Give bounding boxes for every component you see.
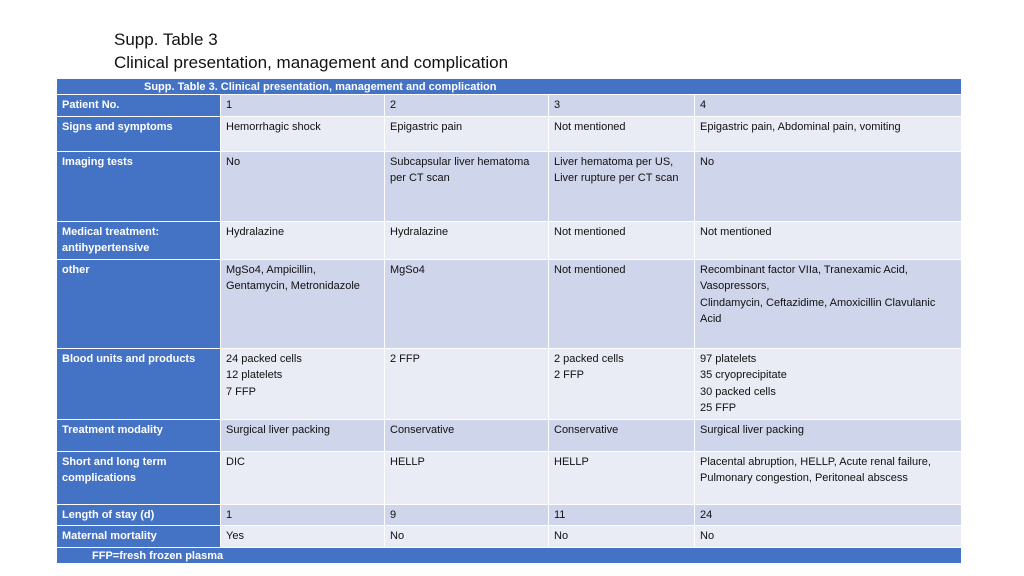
table-cell [221, 95, 385, 117]
table-row [57, 348, 962, 419]
table-cell [695, 526, 962, 548]
cell-line: MgSo4, Ampicillin, [226, 263, 316, 276]
table-cell [549, 259, 695, 348]
row-label [57, 221, 221, 259]
table-cell [385, 116, 549, 151]
table-cell [549, 451, 695, 504]
row-label-line: Blood units and products [62, 352, 196, 365]
table-cell [221, 116, 385, 151]
table-row [57, 259, 962, 348]
table-cell [385, 451, 549, 504]
slide-title [114, 28, 508, 74]
table-caption-row [57, 79, 962, 95]
slide-title-line-2: Clinical presentation, management and complication [114, 53, 509, 72]
cell-line: 24 packed cells [226, 352, 302, 365]
cell-line: Epigastric pain [390, 120, 463, 133]
cell-line: Not mentioned [700, 225, 772, 238]
table-row [57, 451, 962, 504]
row-label-line: complications [62, 472, 136, 484]
cell-line: 7 FFP [226, 385, 256, 398]
row-label-line: Treatment modality [62, 423, 163, 436]
cell-line: DIC [226, 455, 245, 468]
cell-line: 4 [700, 99, 707, 111]
slide-title-line-1: Supp. Table 3 [114, 30, 218, 49]
table-cell [695, 504, 962, 526]
table-cell [549, 348, 695, 419]
cell-line: Yes [226, 530, 244, 542]
row-label-line: Imaging tests [62, 155, 133, 168]
table-cell [549, 116, 695, 151]
row-label [57, 451, 221, 504]
cell-line: Vasopressors, [700, 280, 770, 292]
row-label-line: Medical treatment: [62, 225, 160, 238]
table-cell [385, 221, 549, 259]
cell-line: No [226, 155, 241, 168]
table-cell [385, 348, 549, 419]
table-cell [695, 348, 962, 419]
cell-line: Subcapsular liver hematoma [390, 155, 530, 168]
table-caption: Supp. Table 3. Clinical presentation, management and complication [57, 79, 962, 95]
table-cell [221, 504, 385, 526]
cell-line: 24 [700, 508, 713, 521]
table-cell [695, 151, 962, 221]
row-label-line: Short and long term [62, 455, 167, 468]
table-row [57, 95, 962, 117]
table-cell [695, 259, 962, 348]
table-cell [385, 151, 549, 221]
cell-line: 12 platelets [226, 369, 283, 381]
cell-line: Not mentioned [554, 225, 626, 238]
cell-line: MgSo4 [390, 263, 425, 276]
table-cell [221, 419, 385, 451]
row-label [57, 259, 221, 348]
cell-line: 2 [390, 99, 397, 111]
table-cell [221, 451, 385, 504]
table-cell [385, 419, 549, 451]
table-cell [549, 504, 695, 526]
cell-line: Pulmonary congestion, Peritoneal abscess [700, 472, 908, 484]
table-cell [695, 419, 962, 451]
table-cell [221, 151, 385, 221]
cell-line: HELLP [390, 455, 425, 468]
table-cell [695, 116, 962, 151]
cell-line: 3 [554, 99, 561, 111]
table-cell [385, 526, 549, 548]
row-label [57, 95, 221, 117]
cell-line: No [700, 155, 715, 168]
cell-line: Clindamycin, Ceftazidime, Amoxicillin Clavulanic [700, 296, 936, 309]
cell-line: HELLP [554, 455, 589, 468]
table-cell [221, 221, 385, 259]
cell-line: No [554, 530, 569, 542]
table-cell [695, 451, 962, 504]
cell-line: Epigastric pain, Abdominal pain, vomiting [700, 120, 901, 133]
row-label [57, 526, 221, 548]
cell-line: 30 packed cells [700, 385, 776, 398]
table-cell [385, 259, 549, 348]
row-label-line: Maternal mortality [62, 530, 157, 542]
cell-line: 2 FFP [390, 352, 420, 365]
row-label-line: antihypertensive [62, 242, 150, 254]
row-label [57, 419, 221, 451]
cell-line: 2 packed cells [554, 352, 624, 365]
row-label [57, 504, 221, 526]
table-cell [549, 526, 695, 548]
cell-line: Liver hematoma per US, [554, 155, 674, 168]
table-cell [221, 348, 385, 419]
cell-line: 1 [226, 508, 233, 521]
table-footnote-row [57, 547, 962, 563]
cell-line: Placental abruption, HELLP, Acute renal failure, [700, 455, 931, 468]
row-label-line: other [62, 263, 90, 276]
table-cell [549, 95, 695, 117]
table-cell [221, 259, 385, 348]
cell-line: Liver rupture per CT scan [554, 172, 679, 184]
cell-line: Conservative [554, 423, 619, 436]
table-cell [549, 419, 695, 451]
row-label-line: Patient No. [62, 99, 120, 111]
cell-line: 25 FFP [700, 402, 737, 414]
table-row [57, 116, 962, 151]
cell-line: Surgical liver packing [700, 423, 804, 436]
cell-line: 1 [226, 99, 233, 111]
table-footnote: FFP=fresh frozen plasma [57, 547, 962, 563]
table-row [57, 221, 962, 259]
cell-line: Gentamycin, Metronidazole [226, 280, 360, 292]
cell-line: No [390, 530, 405, 542]
cell-line: 35 cryoprecipitate [700, 369, 787, 381]
cell-line: No [700, 530, 715, 542]
cell-line: Not mentioned [554, 263, 626, 276]
row-label-line: Signs and symptoms [62, 120, 173, 133]
table-cell [221, 526, 385, 548]
table-row [57, 526, 962, 548]
cell-line: 9 [390, 508, 397, 521]
cell-line: Acid [700, 313, 722, 325]
row-label [57, 348, 221, 419]
table-row [57, 419, 962, 451]
table-cell [695, 95, 962, 117]
cell-line: Conservative [390, 423, 455, 436]
cell-line: 97 platelets [700, 352, 757, 365]
table-cell [385, 504, 549, 526]
cell-line: Recombinant factor VIIa, Tranexamic Acid, [700, 263, 908, 276]
table-cell [385, 95, 549, 117]
row-label [57, 116, 221, 151]
table-cell [549, 151, 695, 221]
cell-line: 11 [554, 508, 566, 521]
cell-line: Not mentioned [554, 120, 626, 133]
cell-line: 2 FFP [554, 369, 584, 381]
supp-table [56, 78, 962, 564]
cell-line: Hydralazine [226, 225, 285, 238]
table-cell [549, 221, 695, 259]
row-label [57, 151, 221, 221]
cell-line: Hemorrhagic shock [226, 120, 321, 133]
cell-line: Hydralazine [390, 225, 449, 238]
cell-line: per CT scan [390, 172, 450, 184]
table-row [57, 504, 962, 526]
table-row [57, 151, 962, 221]
table-cell [695, 221, 962, 259]
row-label-line: Length of stay (d) [62, 508, 155, 521]
cell-line: Surgical liver packing [226, 423, 330, 436]
